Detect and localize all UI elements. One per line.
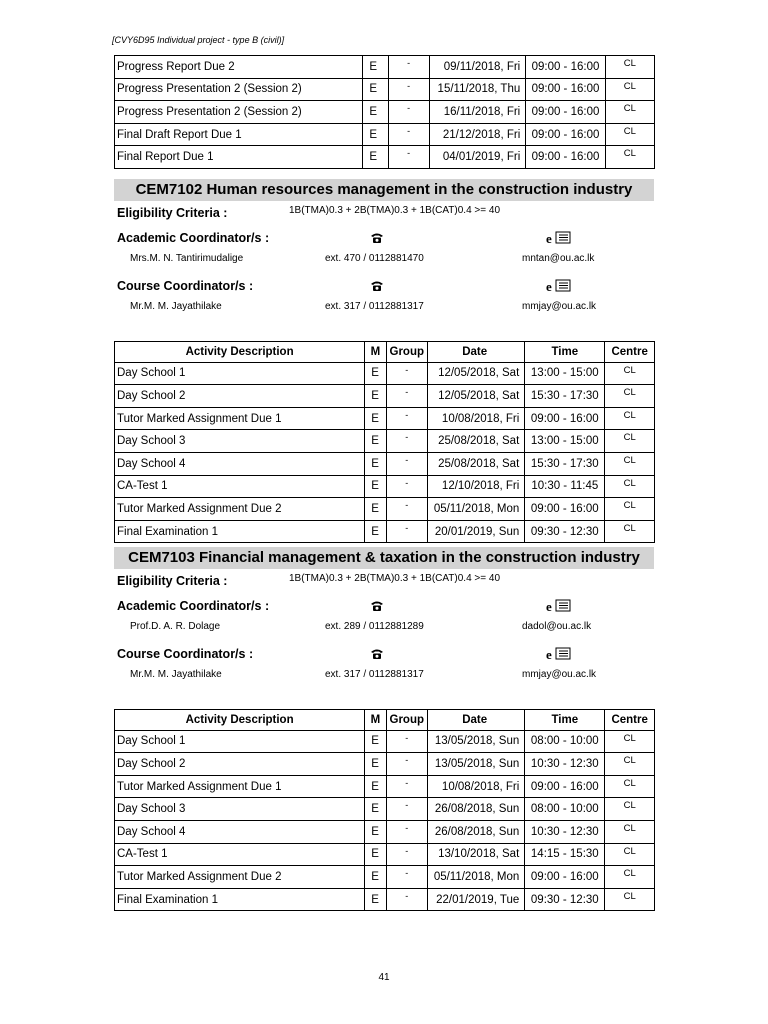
cell-group: -: [388, 146, 429, 169]
cell-group: -: [388, 56, 429, 79]
cell-centre: CL: [605, 820, 655, 843]
cell-date: 13/05/2018, Sun: [428, 730, 525, 753]
cell-time: 09:00 - 16:00: [526, 101, 605, 124]
cell-group: -: [386, 843, 428, 866]
cell-m: E: [365, 498, 386, 521]
cell-centre: CL: [605, 362, 655, 385]
table-row: [115, 888, 655, 911]
cell-activity: Tutor Marked Assignment Due 2: [115, 498, 365, 521]
course-coordinator-email: mmjay@ou.ac.lk: [522, 301, 597, 312]
cell-date: 25/08/2018, Sat: [428, 430, 525, 453]
cell-m: E: [363, 56, 388, 79]
cell-activity: Final Report Due 1: [115, 146, 363, 169]
svg-text:e: e: [546, 647, 552, 661]
table-row: [115, 475, 655, 498]
academic-coordinator-label: Academic Coordinator/s :: [117, 231, 270, 245]
svg-text:e: e: [546, 231, 552, 245]
academic-coordinator-email: mntan@ou.ac.lk: [522, 253, 595, 264]
cell-centre: CL: [605, 475, 655, 498]
cell-group: -: [386, 475, 428, 498]
cell-time: 10:30 - 11:45: [525, 475, 605, 498]
header-m: M: [365, 342, 386, 363]
cell-activity: Progress Report Due 2: [115, 56, 363, 79]
table-row: [115, 520, 655, 543]
cell-centre: CL: [605, 385, 655, 408]
cell-centre: CL: [605, 123, 654, 146]
cell-group: -: [386, 407, 428, 430]
table-row: [115, 101, 655, 124]
cell-group: -: [388, 123, 429, 146]
cell-centre: CL: [605, 866, 655, 889]
cell-m: E: [365, 730, 386, 753]
cell-centre: CL: [605, 888, 655, 911]
cell-activity: Day School 2: [115, 753, 365, 776]
eligibility-label: Eligibility Criteria :: [117, 206, 228, 220]
cell-time: 08:00 - 10:00: [525, 730, 605, 753]
academic-coordinator-phone: ext. 289 / 0112881289: [325, 621, 424, 632]
cell-time: 09:00 - 16:00: [526, 56, 605, 79]
cell-centre: CL: [605, 78, 654, 101]
cell-m: E: [365, 866, 386, 889]
cell-activity: Day School 1: [115, 730, 365, 753]
svg-text:e: e: [546, 599, 552, 613]
cell-time: 09:00 - 16:00: [525, 498, 605, 521]
cell-m: E: [365, 520, 386, 543]
header-time: Time: [525, 710, 605, 731]
cell-date: 12/05/2018, Sat: [428, 385, 525, 408]
cell-date: 12/05/2018, Sat: [428, 362, 525, 385]
cell-activity: Final Examination 1: [115, 520, 365, 543]
cell-centre: CL: [605, 56, 654, 79]
table-row: [115, 452, 655, 475]
cell-activity: Final Draft Report Due 1: [115, 123, 363, 146]
email-icon: [546, 647, 572, 661]
cell-date: 10/08/2018, Fri: [428, 407, 525, 430]
table-row: [115, 820, 655, 843]
table-row: [115, 775, 655, 798]
cell-activity: Progress Presentation 2 (Session 2): [115, 78, 363, 101]
table-header-row: [115, 710, 655, 731]
cell-m: E: [363, 123, 388, 146]
cell-date: 13/10/2018, Sat: [428, 843, 525, 866]
header-activity: Activity Description: [115, 342, 365, 363]
email-icon: [546, 599, 572, 613]
cell-date: 05/11/2018, Mon: [428, 498, 525, 521]
cell-time: 09:00 - 16:00: [526, 123, 605, 146]
cell-m: E: [365, 775, 386, 798]
cell-group: -: [386, 820, 428, 843]
cell-group: -: [386, 888, 428, 911]
cell-group: -: [386, 452, 428, 475]
cell-activity: Day School 2: [115, 385, 365, 408]
phone-icon: [370, 600, 384, 612]
cell-time: 08:00 - 10:00: [525, 798, 605, 821]
phone-icon: [370, 280, 384, 292]
cell-date: 26/08/2018, Sun: [428, 798, 525, 821]
document-header-note: [CVY6D95 Individual project - type B (civil)]: [112, 35, 285, 45]
cell-date: 12/10/2018, Fri: [428, 475, 525, 498]
cell-time: 10:30 - 12:30: [525, 820, 605, 843]
cell-m: E: [363, 146, 388, 169]
cell-activity: Day School 3: [115, 430, 365, 453]
cell-group: -: [386, 520, 428, 543]
table-row: [115, 430, 655, 453]
cell-group: -: [386, 730, 428, 753]
cell-centre: CL: [605, 843, 655, 866]
table-header-row: [115, 342, 655, 363]
header-group: Group: [386, 710, 428, 731]
cell-time: 09:00 - 16:00: [526, 146, 605, 169]
cell-activity: Tutor Marked Assignment Due 1: [115, 407, 365, 430]
cell-group: -: [386, 798, 428, 821]
cell-date: 16/11/2018, Fri: [429, 101, 526, 124]
cell-date: 20/01/2019, Sun: [428, 520, 525, 543]
cell-date: 05/11/2018, Mon: [428, 866, 525, 889]
cell-centre: CL: [605, 730, 655, 753]
cell-group: -: [386, 385, 428, 408]
cell-m: E: [365, 843, 386, 866]
header-activity: Activity Description: [115, 710, 365, 731]
cell-m: E: [365, 820, 386, 843]
cell-m: E: [363, 101, 388, 124]
cell-date: 09/11/2018, Fri: [429, 56, 526, 79]
cell-group: -: [386, 866, 428, 889]
cell-activity: Progress Presentation 2 (Session 2): [115, 101, 363, 124]
cell-time: 15:30 - 17:30: [525, 385, 605, 408]
table-row: [115, 362, 655, 385]
cell-m: E: [365, 407, 386, 430]
table-row: [115, 753, 655, 776]
cell-m: E: [365, 430, 386, 453]
course-coordinator-email: mmjay@ou.ac.lk: [522, 669, 597, 680]
cell-activity: Tutor Marked Assignment Due 1: [115, 775, 365, 798]
cell-group: -: [386, 775, 428, 798]
cell-group: -: [386, 362, 428, 385]
table-row: [115, 78, 655, 101]
header-group: Group: [386, 342, 428, 363]
cell-m: E: [365, 362, 386, 385]
cell-time: 13:00 - 15:00: [525, 430, 605, 453]
phone-icon: [370, 232, 384, 244]
eligibility-label: Eligibility Criteria :: [117, 574, 228, 588]
cell-group: -: [386, 430, 428, 453]
table-row: [115, 798, 655, 821]
cell-time: 09:30 - 12:30: [525, 520, 605, 543]
cell-m: E: [365, 385, 386, 408]
table-row: [115, 866, 655, 889]
table-row: [115, 56, 655, 79]
cell-centre: CL: [605, 775, 655, 798]
cell-time: 09:00 - 16:00: [525, 407, 605, 430]
academic-coordinator-email: dadol@ou.ac.lk: [522, 621, 592, 632]
cell-time: 09:00 - 16:00: [525, 866, 605, 889]
course-coordinator-name: Mr.M. M. Jayathilake: [130, 301, 222, 312]
table-row: [115, 498, 655, 521]
cell-activity: Day School 1: [115, 362, 365, 385]
schedule-table-cem7102: [114, 341, 655, 543]
page-number: 41: [378, 972, 390, 983]
header-date: Date: [428, 710, 525, 731]
email-icon: [546, 231, 572, 245]
academic-coordinator-name: Prof.D. A. R. Dolage: [130, 621, 221, 632]
cell-date: 21/12/2018, Fri: [429, 123, 526, 146]
table-row: [115, 843, 655, 866]
header-centre: Centre: [605, 710, 655, 731]
course-coordinator-phone: ext. 317 / 0112881317: [325, 669, 424, 680]
cell-centre: CL: [605, 452, 655, 475]
cell-centre: CL: [605, 101, 654, 124]
cell-m: E: [365, 475, 386, 498]
cell-activity: Tutor Marked Assignment Due 2: [115, 866, 365, 889]
course-coordinator-phone: ext. 317 / 0112881317: [325, 301, 424, 312]
academic-coordinator-label: Academic Coordinator/s :: [117, 599, 270, 613]
cell-time: 14:15 - 15:30: [525, 843, 605, 866]
cell-m: E: [365, 798, 386, 821]
academic-coordinator-name: Mrs.M. N. Tantirimudalige: [130, 253, 244, 264]
table-row: [115, 146, 655, 169]
cell-activity: Day School 3: [115, 798, 365, 821]
header-date: Date: [428, 342, 525, 363]
cell-centre: CL: [605, 498, 655, 521]
schedule-table-cem7103: [114, 709, 655, 911]
cell-m: E: [365, 888, 386, 911]
cell-centre: CL: [605, 407, 655, 430]
schedule-table-top: [114, 55, 655, 169]
course-coordinator-name: Mr.M. M. Jayathilake: [130, 669, 222, 680]
course-title-cem7103: CEM7103 Financial management & taxation in the construction industry: [114, 547, 654, 569]
eligibility-formula: 1B(TMA)0.3 + 2B(TMA)0.3 + 1B(CAT)0.4 >= 40: [289, 573, 501, 584]
table-row: [115, 123, 655, 146]
table-row: [115, 730, 655, 753]
header-centre: Centre: [605, 342, 655, 363]
cell-date: 26/08/2018, Sun: [428, 820, 525, 843]
cell-activity: CA-Test 1: [115, 843, 365, 866]
email-icon: [546, 279, 572, 293]
svg-text:e: e: [546, 279, 552, 293]
cell-centre: CL: [605, 798, 655, 821]
cell-centre: CL: [605, 146, 654, 169]
cell-centre: CL: [605, 430, 655, 453]
cell-activity: Day School 4: [115, 452, 365, 475]
cell-date: 10/08/2018, Fri: [428, 775, 525, 798]
cell-time: 09:00 - 16:00: [526, 78, 605, 101]
cell-time: 10:30 - 12:30: [525, 753, 605, 776]
cell-date: 25/08/2018, Sat: [428, 452, 525, 475]
cell-date: 15/11/2018, Thu: [429, 78, 526, 101]
cell-group: -: [386, 498, 428, 521]
eligibility-formula: 1B(TMA)0.3 + 2B(TMA)0.3 + 1B(CAT)0.4 >= 40: [289, 205, 501, 216]
cell-m: E: [363, 78, 388, 101]
cell-date: 04/01/2019, Fri: [429, 146, 526, 169]
cell-centre: CL: [605, 753, 655, 776]
cell-time: 15:30 - 17:30: [525, 452, 605, 475]
course-coordinator-label: Course Coordinator/s :: [117, 647, 254, 661]
cell-group: -: [388, 78, 429, 101]
cell-time: 09:30 - 12:30: [525, 888, 605, 911]
cell-centre: CL: [605, 520, 655, 543]
cell-activity: Final Examination 1: [115, 888, 365, 911]
cell-m: E: [365, 753, 386, 776]
cell-activity: Day School 4: [115, 820, 365, 843]
cell-date: 22/01/2019, Tue: [428, 888, 525, 911]
cell-group: -: [388, 101, 429, 124]
academic-coordinator-phone: ext. 470 / 0112881470: [325, 253, 424, 264]
header-m: M: [365, 710, 386, 731]
cell-activity: CA-Test 1: [115, 475, 365, 498]
phone-icon: [370, 648, 384, 660]
cell-m: E: [365, 452, 386, 475]
course-title-cem7102: CEM7102 Human resources management in the construction industry: [114, 179, 654, 201]
cell-group: -: [386, 753, 428, 776]
cell-time: 13:00 - 15:00: [525, 362, 605, 385]
header-time: Time: [525, 342, 605, 363]
cell-date: 13/05/2018, Sun: [428, 753, 525, 776]
course-coordinator-label: Course Coordinator/s :: [117, 279, 254, 293]
table-row: [115, 385, 655, 408]
cell-time: 09:00 - 16:00: [525, 775, 605, 798]
table-row: [115, 407, 655, 430]
